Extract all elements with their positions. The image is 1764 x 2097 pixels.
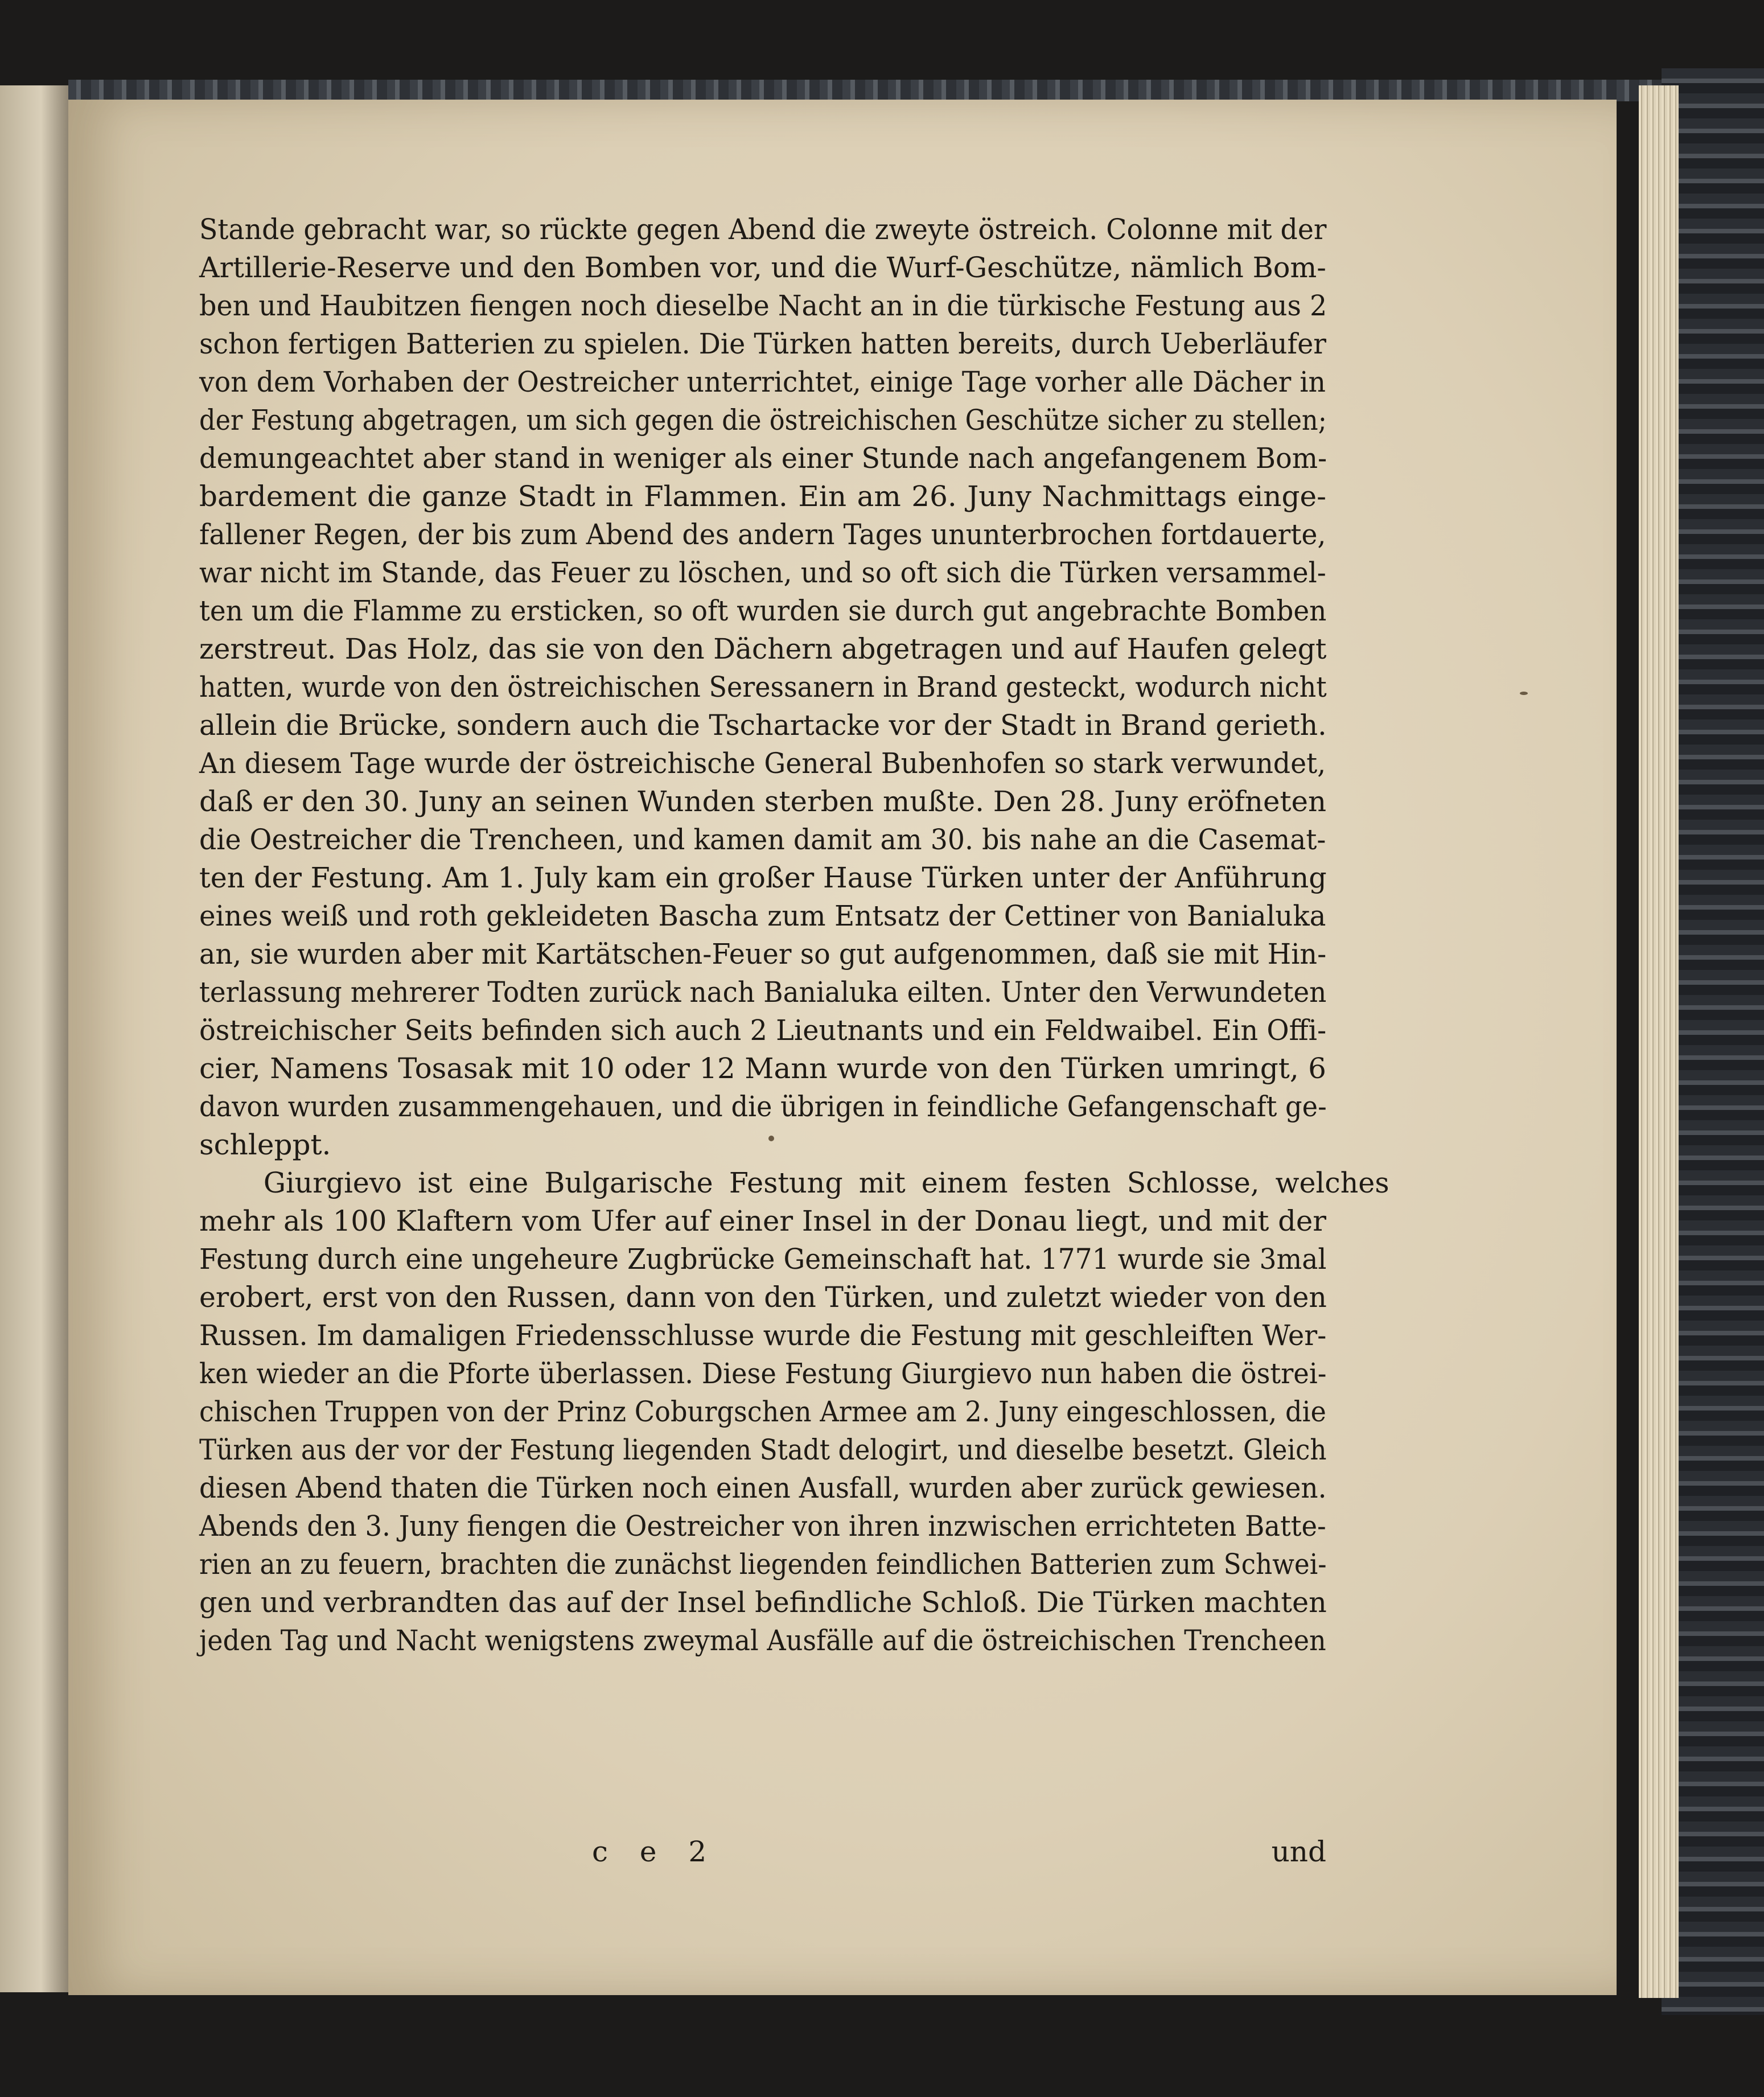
text-line: terlassung mehrerer Todten zurück nach Banialuka eilten. Unter den Verwundeten [199,976,1327,1009]
signature-mark: c e 2 [592,1835,718,1868]
top-cover-edge [68,80,1764,101]
text-line: der Festung abgetragen, um sich gegen die östreichischen Geschütze sicher zu stellen; [199,404,1327,437]
text-line: schleppt. [199,1128,331,1161]
text-line: cier, Namens Tosasak mit 10 oder 12 Mann wurde von den Türken umringt, 6 [199,1052,1326,1085]
text-line: hatten, wurde von den östreichischen Seressanern in Brand gesteckt, wodurch nicht [199,671,1327,704]
text-line: diesen Abend thaten die Türken noch einen Ausfall, wurden aber zurück gewiesen. [199,1471,1327,1504]
text-line: davon wurden zusammengehauen, und die übrigen in feindliche Gefangenschaft ge- [199,1090,1327,1123]
text-line: bardement die ganze Stadt in Flammen. Ein am 26. Juny Nachmittags einge- [199,480,1326,513]
text-line: gen und verbrandten das auf der Insel befindliche Schloß. Die Türken machten [199,1586,1327,1619]
text-line: schon fertigen Batterien zu spielen. Die Türken hatten bereits, durch Ueberläufer [199,327,1326,360]
catchword: und [1271,1835,1326,1868]
text-line: ben und Haubitzen fiengen noch dieselbe Nacht an in die türkische Festung aus 2 [199,289,1327,322]
text-line: allein die Brücke, sondern auch die Tschartacke vor der Stadt in Brand gerieth. [199,709,1327,742]
page-stack-edge [1639,85,1679,1998]
text-line: ten der Festung. Am 1. July kam ein großer Hause Türken unter der Anführung [199,861,1327,894]
paragraph-start-line: Giurgievo ist eine Bulgarische Festung mit einem festen Schlosse, welches [263,1166,1389,1199]
text-line: die Oestreicher die Trencheen, und kamen damit am 30. bis nahe an die Casemat- [199,823,1326,856]
text-line: fallener Regen, der bis zum Abend des andern Tages ununterbrochen fortdauerte, [199,518,1326,551]
text-line: Festung durch eine ungeheure Zugbrücke Gemeinschaft hat. 1771 wurde sie 3mal [199,1243,1327,1276]
text-line: ken wieder an die Pforte überlassen. Diese Festung Giurgievo nun haben die östrei- [199,1357,1327,1390]
text-line: An diesem Tage wurde der östreichische General Bubenhofen so stark verwundet, [199,747,1326,780]
text-line: demungeachtet aber stand in weniger als einer Stunde nach angefangenem Bom- [199,442,1327,475]
paper-speck [1520,692,1528,695]
body-text [199,211,1389,1660]
text-line: erobert, erst von den Russen, dann von den Türken, und zuletzt wieder von den [199,1281,1327,1314]
text-line: Abends den 3. Juny fiengen die Oestreicher von ihren inzwischen errichteten Batte- [199,1510,1326,1543]
text-line: Stande gebracht war, so rückte gegen Abend die zweyte östreich. Colonne mit der [199,213,1327,246]
page-footer [199,1833,1326,1871]
text-line: östreichischer Seits befinden sich auch 2 Lieutnants und ein Feldwaibel. Ein Offi- [199,1014,1327,1047]
text-line: Russen. Im damaligen Friedensschlusse wurde die Festung mit geschleiften Wer- [199,1319,1327,1352]
text-line: Artillerie-Reserve und den Bomben vor, und die Wurf-Geschütze, nämlich Bom- [199,251,1326,284]
text-line: eines weiß und roth gekleideten Bascha zum Entsatz der Cettiner von Banialuka [199,899,1326,932]
text-line: zerstreut. Das Holz, das sie von den Dächern abgetragen und auf Haufen gelegt [199,632,1327,665]
left-page-edge [0,85,68,1992]
text-line: mehr als 100 Klaftern vom Ufer auf einer Insel in der Donau liegt, und mit der [199,1204,1327,1237]
text-line: Türken aus der vor der Festung liegenden Stadt delogirt, und dieselbe besetzt. Gleich [199,1433,1327,1466]
text-line: war nicht im Stande, das Feuer zu löschen, und so oft sich die Türken versammel- [199,556,1326,589]
text-line: ten um die Flamme zu ersticken, so oft wurden sie durch gut angebrachte Bomben [199,594,1327,627]
text-line: jeden Tag und Nacht wenigstens zweymal Ausfälle auf die östreichischen Trencheen [199,1624,1326,1657]
text-line: rien an zu feuern, brachten die zunächst liegenden feindlichen Batterien zum Schwei- [199,1548,1327,1581]
text-line: an, sie wurden aber mit Kartätschen-Feuer so gut aufgenommen, daß sie mit Hin- [199,938,1327,971]
text-line: chischen Truppen von der Prinz Coburgschen Armee am 2. Juny eingeschlossen, die [199,1395,1326,1428]
text-line: von dem Vorhaben der Oestreicher unterrichtet, einige Tage vorher alle Dächer in [199,365,1326,398]
text-line: daß er den 30. Juny an seinen Wunden sterben mußte. Den 28. Juny eröfneten [199,785,1327,818]
